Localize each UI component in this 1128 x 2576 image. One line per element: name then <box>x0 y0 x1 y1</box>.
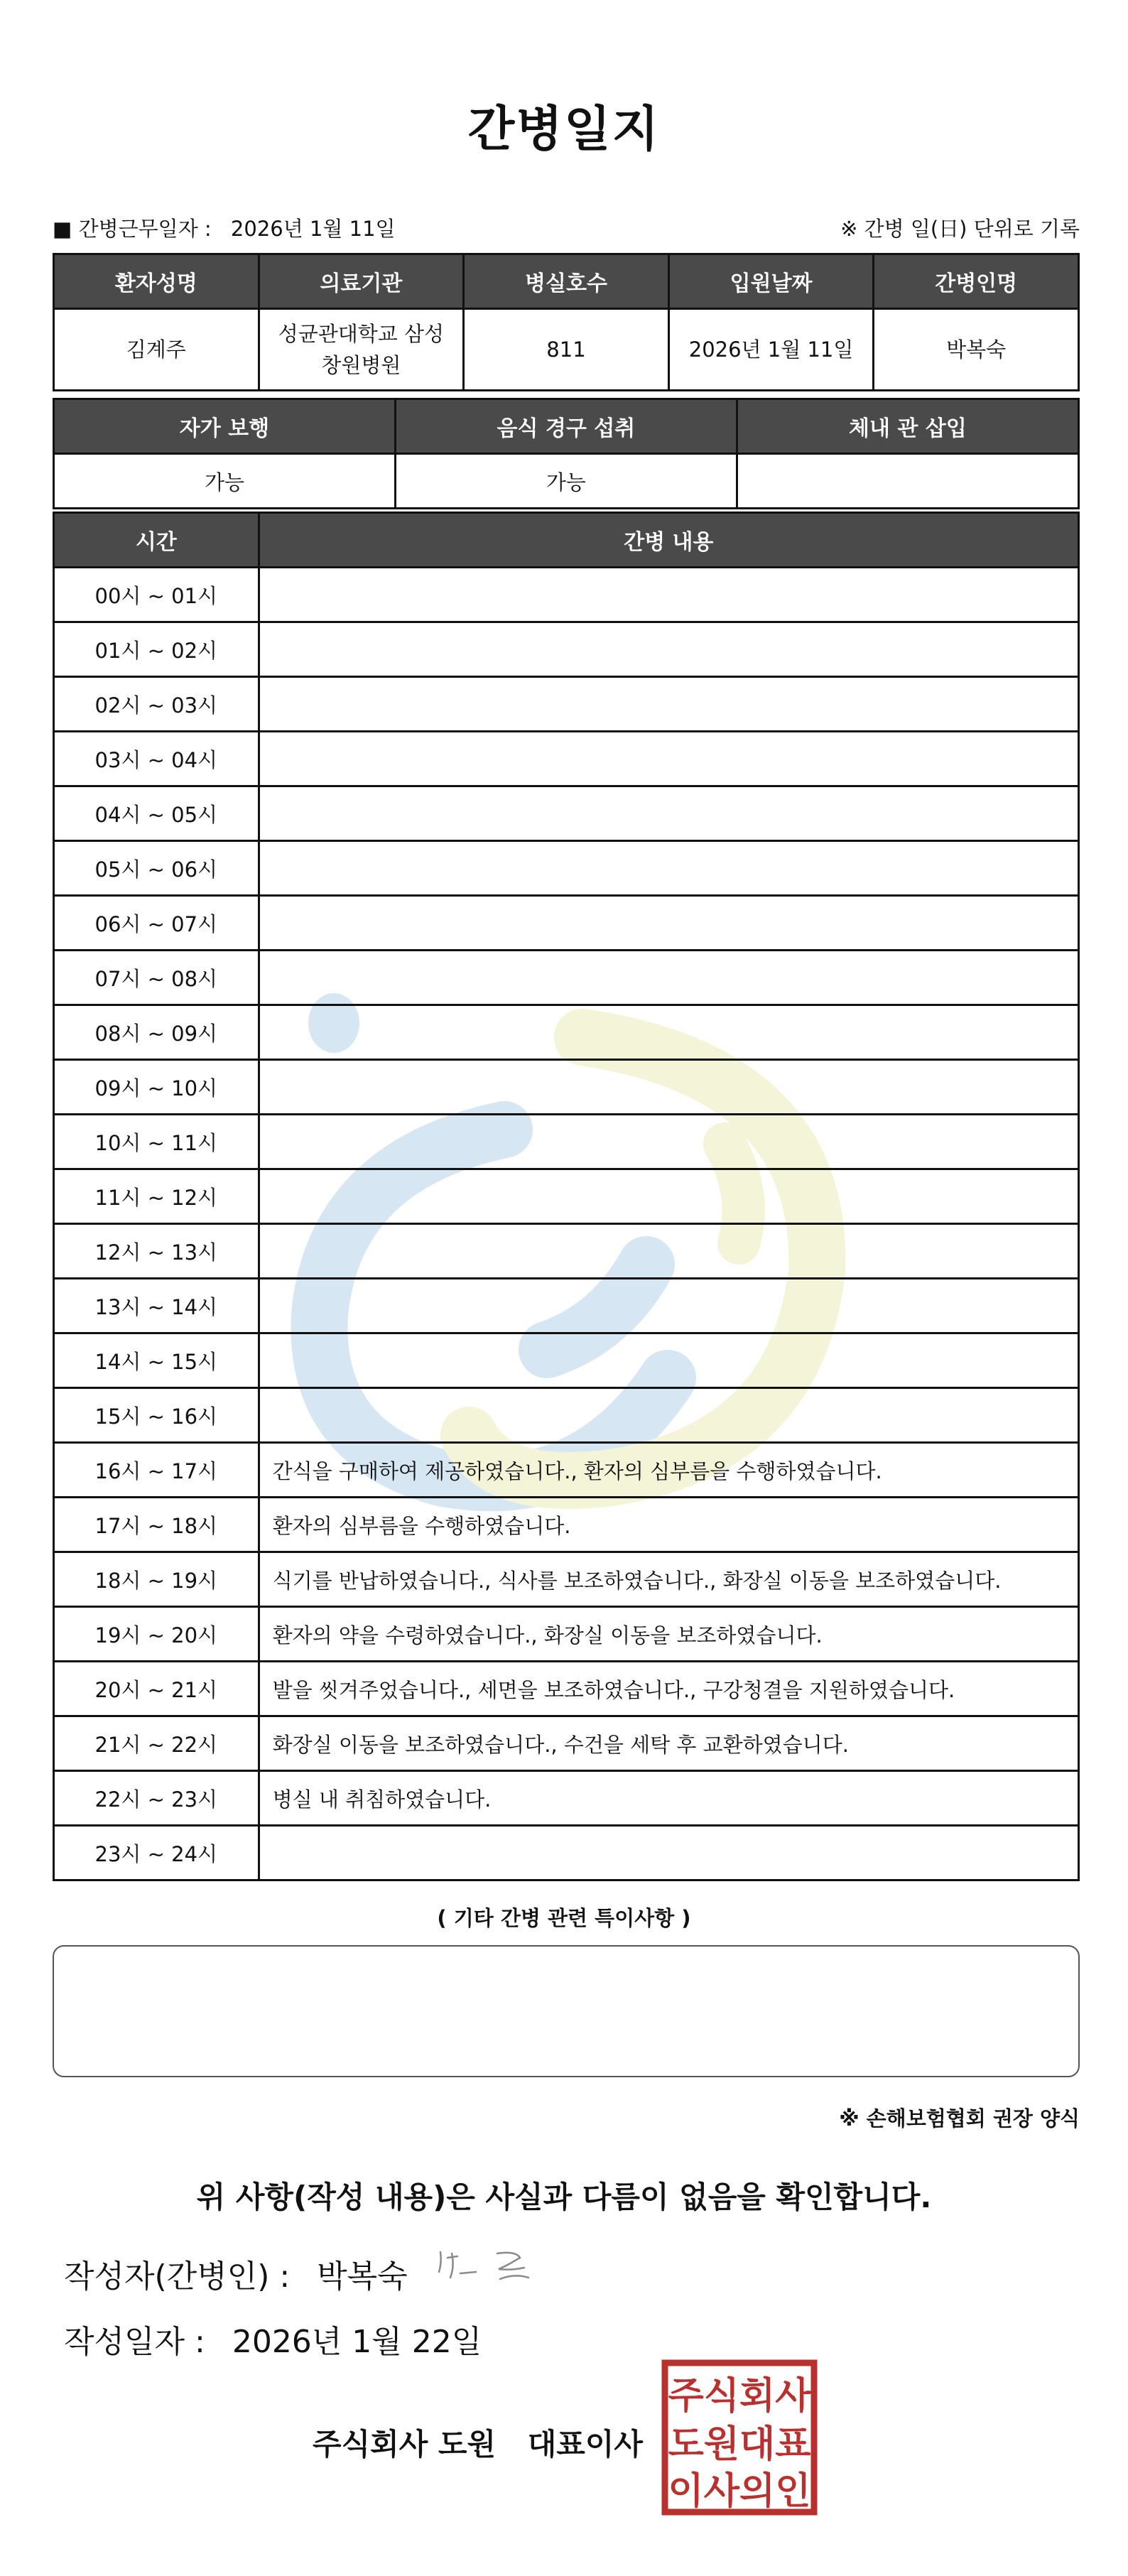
care-content: 환자의 심부름을 수행하였습니다. <box>259 1498 1078 1552</box>
writer-label: 작성자(간병인) : <box>64 2258 291 2295</box>
representative-title: 대표이사 <box>527 2427 643 2462</box>
care-log-table <box>53 512 1080 1881</box>
status-header-row <box>54 399 1079 454</box>
header-time: 시간 <box>54 513 259 568</box>
header-room-no: 병실호수 <box>464 254 669 309</box>
patient-info-table <box>53 253 1080 391</box>
table-row <box>54 677 1079 732</box>
duty-date-label: ■ 간병근무일자 : <box>53 217 212 241</box>
care-content <box>259 1169 1078 1224</box>
hospital-name <box>259 309 464 391</box>
time-slot: 04시 ~ 05시 <box>54 786 259 841</box>
status-value-row <box>54 454 1079 509</box>
time-slot: 22시 ~ 23시 <box>54 1771 259 1826</box>
care-content <box>259 1060 1078 1115</box>
care-content <box>259 677 1078 732</box>
time-slot: 11시 ~ 12시 <box>54 1169 259 1224</box>
write-date-row <box>64 2316 482 2361</box>
write-date: 2026년 1월 22일 <box>232 2324 482 2360</box>
admission-date: 2026년 1월 11일 <box>668 309 874 391</box>
time-slot: 12시 ~ 13시 <box>54 1224 259 1279</box>
care-content: 식기를 반납하였습니다., 식사를 보조하였습니다., 화장실 이동을 보조하였습니다. <box>259 1552 1078 1607</box>
time-slot: 00시 ~ 01시 <box>54 568 259 622</box>
time-slot: 06시 ~ 07시 <box>54 896 259 951</box>
time-slot: 05시 ~ 06시 <box>54 841 259 896</box>
header-tube-insertion: 체내 관 삽입 <box>737 399 1078 454</box>
time-slot: 15시 ~ 16시 <box>54 1388 259 1443</box>
table-row <box>54 1607 1079 1662</box>
care-content <box>259 841 1078 896</box>
record-unit-note: ※ 간병 일(日) 단위로 기록 <box>840 217 1080 241</box>
time-slot: 08시 ~ 09시 <box>54 1005 259 1060</box>
company-row <box>313 2421 643 2464</box>
confirmation-statement: 위 사항(작성 내용)은 사실과 다름이 없음을 확인합니다. <box>196 2180 932 2214</box>
table-row <box>54 1224 1079 1279</box>
table-row <box>54 1498 1079 1552</box>
time-slot: 19시 ~ 20시 <box>54 1607 259 1662</box>
table-row <box>54 1333 1079 1388</box>
time-slot: 17시 ~ 18시 <box>54 1498 259 1552</box>
hospital-name-line1: 성균관대학교 삼성 <box>278 322 445 346</box>
table-row <box>54 1443 1079 1498</box>
source-note: ※ 손해보험협회 권장 양식 <box>839 2106 1080 2131</box>
care-content <box>259 896 1078 951</box>
table-row <box>54 1771 1079 1826</box>
seal-line-2: 도원대표 <box>668 2423 811 2466</box>
table-row <box>54 1826 1079 1880</box>
time-slot: 01시 ~ 02시 <box>54 622 259 677</box>
header-self-walking: 자가 보행 <box>54 399 396 454</box>
care-content <box>259 786 1078 841</box>
table-row <box>54 786 1079 841</box>
oral-intake-value: 가능 <box>395 454 737 509</box>
time-slot: 21시 ~ 22시 <box>54 1716 259 1771</box>
time-slot: 23시 ~ 24시 <box>54 1826 259 1880</box>
header-admission-date: 입원날짜 <box>668 254 874 309</box>
time-slot: 18시 ~ 19시 <box>54 1552 259 1607</box>
time-slot: 09시 ~ 10시 <box>54 1060 259 1115</box>
table-row <box>54 1279 1079 1333</box>
special-notes-box <box>53 1945 1080 2077</box>
patient-info-value-row <box>54 309 1079 391</box>
special-notes-title: ( 기타 간병 관련 특이사항 ) <box>437 1906 691 1930</box>
table-row <box>54 1388 1079 1443</box>
room-no: 811 <box>464 309 669 391</box>
care-content: 화장실 이동을 보조하였습니다., 수건을 세탁 후 교환하였습니다. <box>259 1716 1078 1771</box>
table-row <box>54 1662 1079 1716</box>
table-row <box>54 1716 1079 1771</box>
duty-date-row <box>53 213 1080 242</box>
duty-date <box>53 213 396 242</box>
care-content: 간식을 구매하여 제공하였습니다., 환자의 심부름을 수행하였습니다. <box>259 1443 1078 1498</box>
table-row <box>54 896 1079 951</box>
table-row <box>54 1005 1079 1060</box>
company-seal-stamp <box>661 2359 818 2516</box>
writer-row <box>64 2251 408 2296</box>
time-slot: 13시 ~ 14시 <box>54 1279 259 1333</box>
special-notes-text <box>54 1947 1078 1975</box>
care-content <box>259 1388 1078 1443</box>
care-content <box>259 622 1078 677</box>
time-slot: 03시 ~ 04시 <box>54 732 259 786</box>
care-log-header-row <box>54 513 1079 568</box>
time-slot: 02시 ~ 03시 <box>54 677 259 732</box>
time-slot: 20시 ~ 21시 <box>54 1662 259 1716</box>
time-slot: 16시 ~ 17시 <box>54 1443 259 1498</box>
table-row <box>54 951 1079 1005</box>
header-caregiver-name: 간병인명 <box>874 254 1079 309</box>
table-row <box>54 1169 1079 1224</box>
document-title: 간병일지 <box>467 102 661 158</box>
header-care-content: 간병 내용 <box>259 513 1078 568</box>
care-content <box>259 951 1078 1005</box>
care-content <box>259 1279 1078 1333</box>
care-content: 병실 내 취침하였습니다. <box>259 1771 1078 1826</box>
table-row <box>54 622 1079 677</box>
patient-status-table <box>53 398 1080 509</box>
handwritten-signature <box>426 2238 547 2295</box>
table-row <box>54 1552 1079 1607</box>
patient-name: 김계주 <box>54 309 259 391</box>
time-slot: 14시 ~ 15시 <box>54 1333 259 1388</box>
care-content <box>259 732 1078 786</box>
tube-insertion-value <box>737 454 1078 509</box>
table-row <box>54 841 1079 896</box>
time-slot: 10시 ~ 11시 <box>54 1115 259 1169</box>
header-patient-name: 환자성명 <box>54 254 259 309</box>
care-content: 발을 씻겨주었습니다., 세면을 보조하였습니다., 구강청결을 지원하였습니다. <box>259 1662 1078 1716</box>
care-content <box>259 1224 1078 1279</box>
care-content <box>259 1826 1078 1880</box>
header-hospital: 의료기관 <box>259 254 464 309</box>
table-row <box>54 1060 1079 1115</box>
self-walking-value: 가능 <box>54 454 396 509</box>
care-content <box>259 1115 1078 1169</box>
patient-info-header-row <box>54 254 1079 309</box>
care-content <box>259 568 1078 622</box>
caregiver-name: 박복숙 <box>874 309 1079 391</box>
table-row <box>54 568 1079 622</box>
header-oral-intake: 음식 경구 섭취 <box>395 399 737 454</box>
hospital-name-line2: 창원병원 <box>321 353 401 377</box>
care-content: 환자의 약을 수령하였습니다., 화장실 이동을 보조하였습니다. <box>259 1607 1078 1662</box>
writer-name: 박복숙 <box>317 2258 408 2295</box>
time-slot: 07시 ~ 08시 <box>54 951 259 1005</box>
care-content <box>259 1333 1078 1388</box>
table-row <box>54 1115 1079 1169</box>
company-name: 주식회사 도원 <box>313 2427 497 2462</box>
seal-line-1: 주식회사 <box>668 2375 811 2418</box>
seal-line-3: 이사의인 <box>668 2470 811 2513</box>
duty-date-value: 2026년 1월 11일 <box>230 217 396 241</box>
write-date-label: 작성일자 : <box>64 2324 205 2360</box>
table-row <box>54 732 1079 786</box>
care-content <box>259 1005 1078 1060</box>
